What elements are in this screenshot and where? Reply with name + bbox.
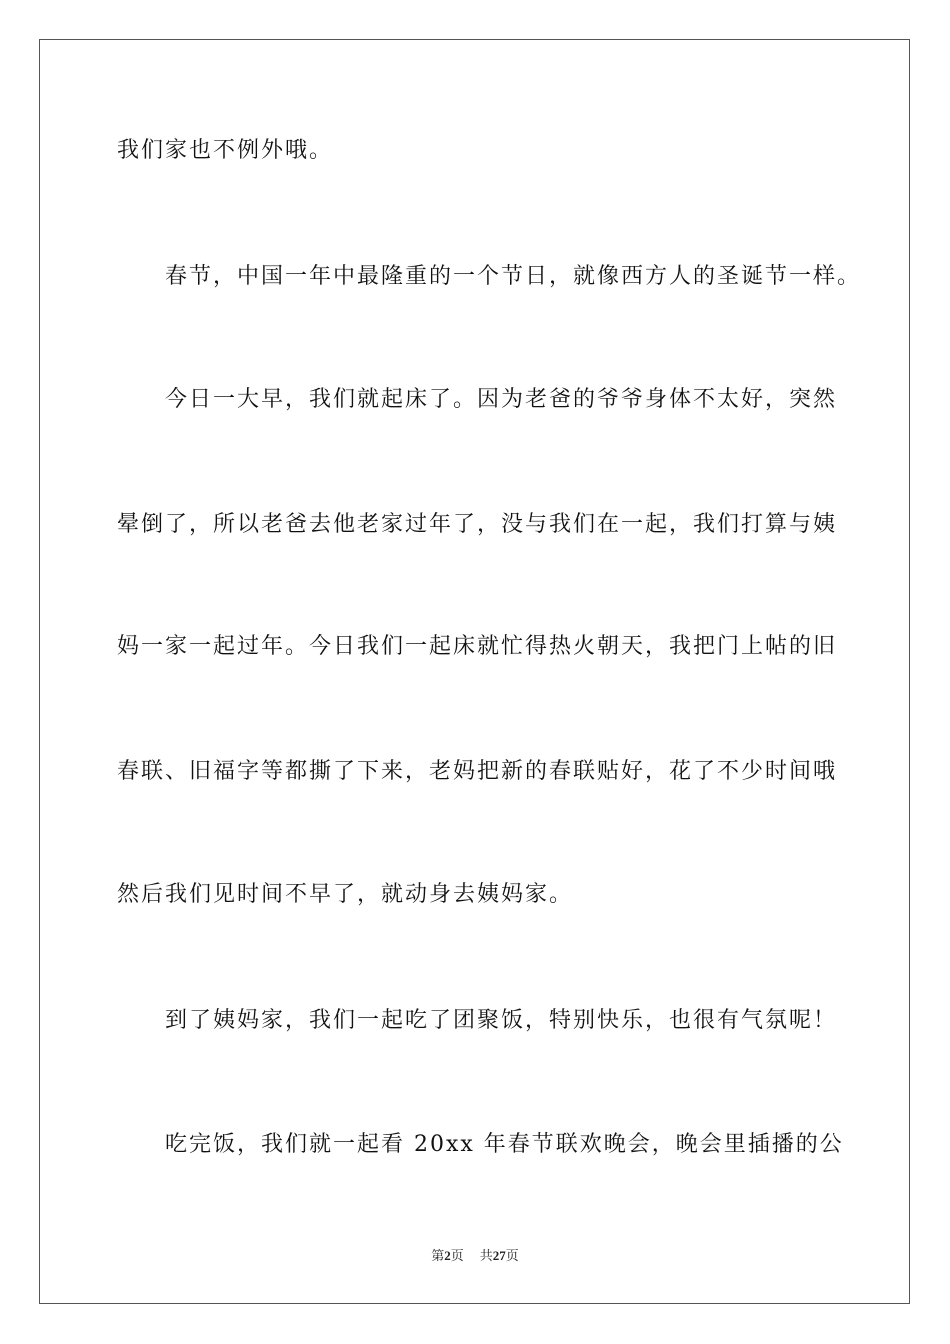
text-line-8: 到了姨妈家，我们一起吃了团聚饭，特别快乐，也很有气氛呢！ bbox=[165, 1008, 838, 1033]
text-line-1: 我们家也不例外哦。 bbox=[117, 138, 334, 163]
page-label-suffix: 页 bbox=[450, 1249, 464, 1264]
current-page-number: 2 bbox=[444, 1248, 451, 1263]
total-page-count: 27 bbox=[492, 1248, 506, 1263]
text-line-3: 今日一大早，我们就起床了。因为老爸的爷爷身体不太好，突然 bbox=[165, 387, 838, 412]
text-line-5: 妈一家一起过年。今日我们一起床就忙得热火朝天，我把门上帖的旧 bbox=[117, 634, 838, 659]
text-line-9: 吃完饭，我们就一起看 20xx 年春节联欢晚会，晚会里插播的公 bbox=[165, 1132, 844, 1157]
page-footer bbox=[0, 1248, 950, 1265]
page-border bbox=[39, 39, 910, 1304]
text-line-4: 晕倒了，所以老爸去他老家过年了，没与我们在一起，我们打算与姨 bbox=[117, 512, 838, 537]
text-line-7: 然后我们见时间不早了，就动身去姨妈家。 bbox=[117, 882, 574, 907]
text-line-2: 春节，中国一年中最隆重的一个节日，就像西方人的圣诞节一样。 bbox=[165, 264, 862, 289]
total-label-prefix: 共 bbox=[479, 1249, 493, 1264]
page-label-prefix: 第 bbox=[431, 1249, 445, 1264]
total-label-suffix: 页 bbox=[505, 1249, 519, 1264]
text-line-6: 春联、旧福字等都撕了下来，老妈把新的春联贴好，花了不少时间哦 bbox=[117, 759, 838, 784]
